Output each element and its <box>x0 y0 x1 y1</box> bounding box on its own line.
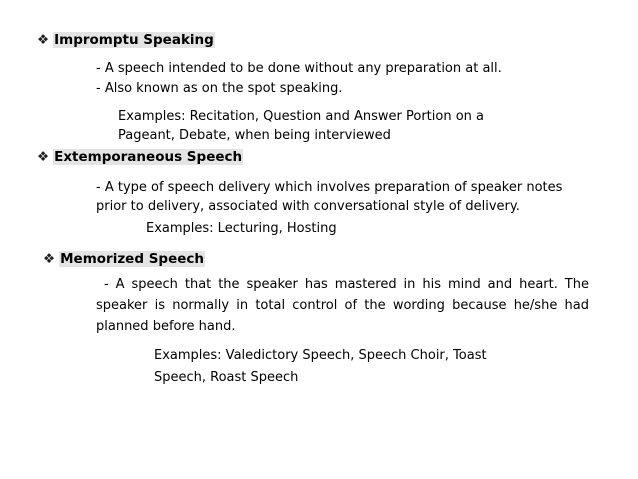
heading-impromptu-speaking <box>36 31 217 50</box>
extemporaneous-line-2: prior to delivery, associated with conversational style of delivery. <box>96 199 520 214</box>
memorized-examples-line-1: Examples: Valedictory Speech, Speech Choir, Toast <box>154 348 487 363</box>
extemporaneous-examples-line-1: Examples: Lecturing, Hosting <box>146 221 337 236</box>
heading-text: Impromptu Speaking <box>54 32 214 48</box>
diamond-bullet-icon: ❖ <box>37 32 50 48</box>
extemporaneous-line-1: - A type of speech delivery which involves preparation of speaker notes <box>96 180 563 195</box>
heading-text: Extemporaneous Speech <box>54 149 243 165</box>
heading-text: Memorized Speech <box>60 251 205 267</box>
diamond-bullet-icon: ❖ <box>37 149 50 165</box>
diamond-bullet-icon: ❖ <box>43 251 56 267</box>
heading-extemporaneous-speech <box>36 148 245 167</box>
impromptu-examples-line-1: Examples: Recitation, Question and Answer Portion on a <box>118 109 484 124</box>
memorized-examples-line-2: Speech, Roast Speech <box>154 370 299 385</box>
impromptu-line-1: - A speech intended to be done without any preparation at all. <box>96 61 502 76</box>
impromptu-line-2: - Also known as on the spot speaking. <box>96 81 343 96</box>
heading-memorized-speech <box>42 250 207 269</box>
impromptu-examples-line-2: Pageant, Debate, when being interviewed <box>118 128 391 143</box>
memorized-paragraph: - A speech that the speaker has mastered in his mind and heart. The speaker is normally in total control of the wording because he/she had planned before hand. <box>96 277 589 334</box>
